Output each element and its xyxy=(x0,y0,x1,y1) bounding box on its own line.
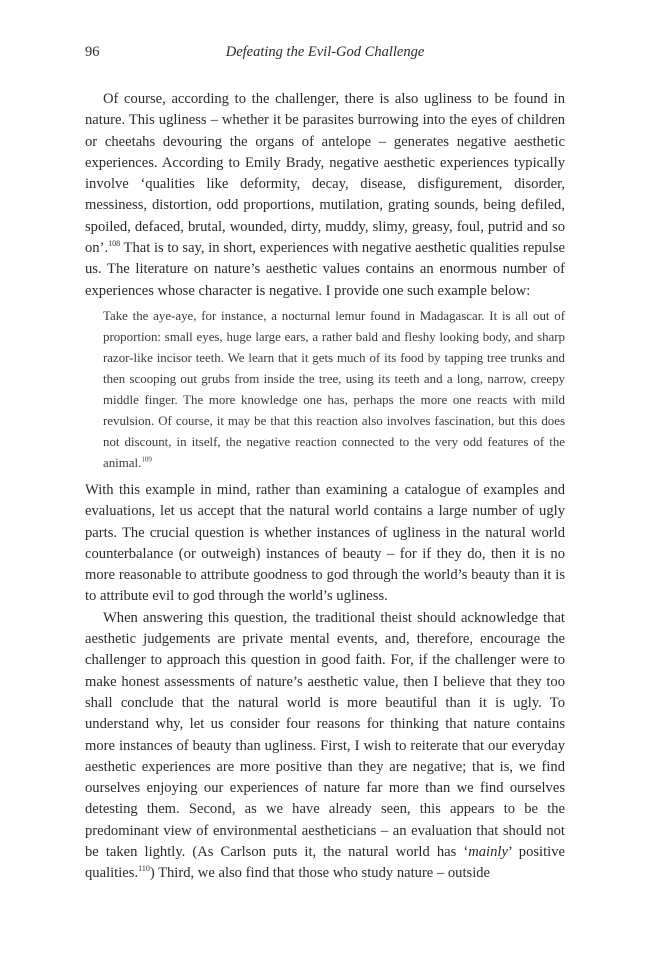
body-text xyxy=(85,89,565,885)
running-title: Defeating the Evil-God Challenge xyxy=(225,44,425,60)
paragraph-3-text-after: ) Third, we also find that those who study nature – outside xyxy=(149,865,491,882)
page-number: 96 xyxy=(85,44,100,60)
paragraph-3 xyxy=(85,608,565,885)
running-head xyxy=(85,44,565,66)
paragraph-3-text: When answering this question, the traditional theist should acknowledge that aesthetic judgements are private mental events, and, therefore, encourage the challenger to approach this question in good faith. For, if the challenger were to make honest assessments of nature’s aesthetic value, then I believe that they too shall conclude that the natural world is more beautiful than it is ugly. To understand why, let us consider four reasons for thinking that nature contains more instances of beauty than ugliness. First, I wish to reiterate that our everyday aesthetic experiences are more positive than they are negative; that is, we find ourselves enjoying our experiences of nature far more than we find ourselves detesting them. Second, as we have already seen, this appears to be the predominant view of environmental aestheticians – an evaluation that should not be taken lightly. (As Carlson puts it, the natural world has ‘ xyxy=(85,609,565,861)
paragraph-1-text: Of course, according to the challenger, there is also ugliness to be found in nature. This ugliness – whether it be parasites burrowing into the eyes of children or cheetahs devouring the organs of antelope – generates negative aesthetic experiences. According to Emily Brady, negative aesthetic experiences typically involve ‘qualities like deformity, decay, disease, disfigurement, disorder, messiness, distortion, odd proportions, mutilation, grating sounds, being defiled, spoiled, defaced, brutal, wounded, dirty, muddy, slimy, greasy, foul, putrid and so on’. xyxy=(85,91,565,257)
footnote-ref-110: 110 xyxy=(138,864,150,874)
paragraph-2-text: With this example in mind, rather than examining a catalogue of examples and evaluations, let us accept that the natural world contains a large number of ugly parts. The crucial question is whether instances of ugliness in the natural world counterbalance (or outweigh) instances of beauty – for if they do, then it is no more reasonable to attribute goodness to god through the world’s beauty than it is to attribute evil to god through the world’s ugliness. xyxy=(85,481,565,605)
footnote-ref-109: 109 xyxy=(141,455,152,464)
paragraph-2 xyxy=(85,480,565,608)
paragraph-1-text-after: That is to say, in short, experiences with negative aesthetic qualities repulse us. The literature on nature’s aesthetic values contains an enormous number of experiences whose character is negative. I provide one such example below: xyxy=(85,240,565,299)
emphasis-mainly: mainly xyxy=(468,844,508,861)
block-quote xyxy=(103,306,565,474)
paragraph-3-text-mid: ’ positive qualities. xyxy=(85,844,565,882)
paragraph-1 xyxy=(85,89,565,302)
block-quote-text: Take the aye-aye, for instance, a nocturnal lemur found in Madagascar. It is all out of proportion: small eyes, huge large ears, a rather bald and fleshy looking body, and sharp razor-like incisor teeth. We learn that it gets much of its food by tapping tree trunks and then scooping out grubs from inside the tree, using its teeth and a long, narrow, creepy middle finger. The more knowledge one has, perhaps the more one reacts with mild revulsion. Of course, it may be that this reaction also involves fascination, but this does not discount, in itself, the negative reaction connected to the very odd features of the animal. xyxy=(103,308,565,470)
footnote-ref-108: 108 xyxy=(108,239,121,249)
